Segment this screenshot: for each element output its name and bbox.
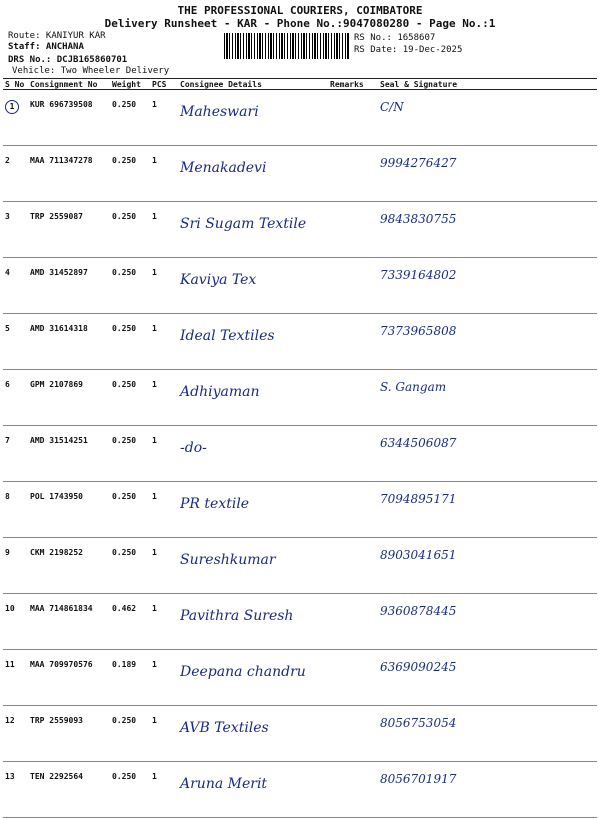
cell-sno: 6 xyxy=(3,370,28,426)
header-consignment: Consignment No xyxy=(28,79,110,90)
cell-sno: 8 xyxy=(3,482,28,538)
circled-number: 1 xyxy=(5,100,19,114)
barcode-image xyxy=(224,33,350,59)
document-subtitle: Delivery Runsheet - KAR - Phone No.:9047080280 - Page No.:1 xyxy=(104,17,496,30)
cell-remarks xyxy=(328,538,378,594)
staff-label: Staff: ANCHANA xyxy=(8,42,84,52)
document-title: THE PROFESSIONAL COURIERS, COIMBATORE xyxy=(177,4,423,17)
cell-weight: 0.250 xyxy=(110,202,150,258)
cell-remarks xyxy=(328,594,378,650)
cell-consignee: Kaviya Tex xyxy=(178,258,328,314)
cell-consignment-no: TRP 2559093 xyxy=(28,706,110,762)
cell-consignee: -do- xyxy=(178,426,328,482)
table-row xyxy=(3,314,597,370)
cell-weight: 0.250 xyxy=(110,146,150,202)
cell-remarks xyxy=(328,258,378,314)
cell-consignment-no: AMD 31452897 xyxy=(28,258,110,314)
table-row xyxy=(3,90,597,146)
cell-consignment-no: POL 1743950 xyxy=(28,482,110,538)
cell-signature: 7339164802 xyxy=(378,258,597,314)
cell-weight: 0.250 xyxy=(110,90,150,146)
cell-consignee: PR textile xyxy=(178,482,328,538)
cell-sno: 10 xyxy=(3,594,28,650)
cell-pcs: 1 xyxy=(150,762,178,818)
cell-signature: 9994276427 xyxy=(378,146,597,202)
vehicle-label: Vehicle: Two Wheeler Delivery xyxy=(12,66,170,76)
rs-number: RS No.: 1658607 xyxy=(354,33,436,43)
table-row xyxy=(3,594,597,650)
table-row xyxy=(3,258,597,314)
cell-consignee: Maheswari xyxy=(178,90,328,146)
cell-weight: 0.462 xyxy=(110,594,150,650)
table-row xyxy=(3,482,597,538)
cell-consignee: AVB Textiles xyxy=(178,706,328,762)
cell-sno: 9 xyxy=(3,538,28,594)
cell-consignee: Sri Sugam Textile xyxy=(178,202,328,258)
cell-weight: 0.250 xyxy=(110,314,150,370)
cell-consignment-no: TRP 2559087 xyxy=(28,202,110,258)
cell-pcs: 1 xyxy=(150,314,178,370)
cell-consignment-no: TEN 2292564 xyxy=(28,762,110,818)
cell-signature: 6344506087 xyxy=(378,426,597,482)
cell-remarks xyxy=(328,314,378,370)
cell-weight: 0.250 xyxy=(110,706,150,762)
cell-sno: 3 xyxy=(3,202,28,258)
rs-date: RS Date: 19-Dec-2025 xyxy=(354,45,463,55)
cell-consignment-no: CKM 2198252 xyxy=(28,538,110,594)
cell-weight: 0.250 xyxy=(110,762,150,818)
cell-remarks xyxy=(328,650,378,706)
cell-remarks xyxy=(328,90,378,146)
cell-remarks xyxy=(328,706,378,762)
cell-sno: 11 xyxy=(3,650,28,706)
cell-weight: 0.250 xyxy=(110,258,150,314)
cell-consignee: Pavithra Suresh xyxy=(178,594,328,650)
cell-signature: 8903041651 xyxy=(378,538,597,594)
cell-pcs: 1 xyxy=(150,146,178,202)
cell-pcs: 1 xyxy=(150,538,178,594)
cell-pcs: 1 xyxy=(150,370,178,426)
cell-signature: C/N xyxy=(378,90,597,146)
cell-pcs: 1 xyxy=(150,650,178,706)
route-label: Route: KANIYUR KAR xyxy=(8,31,106,41)
cell-remarks xyxy=(328,146,378,202)
cell-sno: 13 xyxy=(3,762,28,818)
cell-weight: 0.250 xyxy=(110,426,150,482)
cell-remarks xyxy=(328,370,378,426)
cell-consignment-no: AMD 31614318 xyxy=(28,314,110,370)
cell-signature: 7373965808 xyxy=(378,314,597,370)
table-row xyxy=(3,706,597,762)
header-remarks: Remarks xyxy=(328,79,378,90)
cell-sno: 12 xyxy=(3,706,28,762)
cell-consignee: Deepana chandru xyxy=(178,650,328,706)
cell-signature: 9843830755 xyxy=(378,202,597,258)
cell-remarks xyxy=(328,762,378,818)
table-row xyxy=(3,202,597,258)
drs-label: DRS No.: DCJB165860701 xyxy=(8,55,128,65)
cell-pcs: 1 xyxy=(150,258,178,314)
header-weight: Weight xyxy=(110,79,150,90)
cell-signature: 8056701917 xyxy=(378,762,597,818)
table-header-row xyxy=(3,79,597,90)
table-row xyxy=(3,370,597,426)
cell-consignment-no: KUR 696739508 xyxy=(28,90,110,146)
cell-pcs: 1 xyxy=(150,482,178,538)
cell-consignee: Aruna Merit xyxy=(178,762,328,818)
cell-consignment-no: GPM 2107869 xyxy=(28,370,110,426)
header-signature: Seal & Signature xyxy=(378,79,597,90)
cell-pcs: 1 xyxy=(150,706,178,762)
cell-weight: 0.250 xyxy=(110,482,150,538)
header-pcs: PCS xyxy=(150,79,178,90)
cell-consignee: Ideal Textiles xyxy=(178,314,328,370)
cell-signature: 8056753054 xyxy=(378,706,597,762)
header-sno: S No xyxy=(3,79,28,90)
runsheet-table xyxy=(3,78,597,818)
cell-remarks xyxy=(328,426,378,482)
table-row xyxy=(3,146,597,202)
cell-sno: 2 xyxy=(3,146,28,202)
cell-consignment-no: MAA 709970576 xyxy=(28,650,110,706)
cell-pcs: 1 xyxy=(150,594,178,650)
cell-consignee: Sureshkumar xyxy=(178,538,328,594)
cell-sno: 7 xyxy=(3,426,28,482)
table-row xyxy=(3,426,597,482)
cell-consignment-no: AMD 31514251 xyxy=(28,426,110,482)
cell-sno xyxy=(3,90,28,146)
cell-remarks xyxy=(328,202,378,258)
cell-weight: 0.250 xyxy=(110,538,150,594)
table-row xyxy=(3,650,597,706)
cell-weight: 0.189 xyxy=(110,650,150,706)
cell-signature: 7094895171 xyxy=(378,482,597,538)
cell-remarks xyxy=(328,482,378,538)
cell-consignee: Menakadevi xyxy=(178,146,328,202)
cell-sno: 4 xyxy=(3,258,28,314)
cell-signature: 9360878445 xyxy=(378,594,597,650)
cell-pcs: 1 xyxy=(150,202,178,258)
cell-sno: 5 xyxy=(3,314,28,370)
table-row xyxy=(3,762,597,818)
cell-pcs: 1 xyxy=(150,426,178,482)
cell-pcs: 1 xyxy=(150,90,178,146)
header-consignee: Consignee Details xyxy=(178,79,328,90)
cell-consignment-no: MAA 711347278 xyxy=(28,146,110,202)
cell-consignment-no: MAA 714861834 xyxy=(28,594,110,650)
cell-consignee: Adhiyaman xyxy=(178,370,328,426)
cell-weight: 0.250 xyxy=(110,370,150,426)
cell-signature: S. Gangam xyxy=(378,370,597,426)
table-row xyxy=(3,538,597,594)
cell-signature: 6369090245 xyxy=(378,650,597,706)
